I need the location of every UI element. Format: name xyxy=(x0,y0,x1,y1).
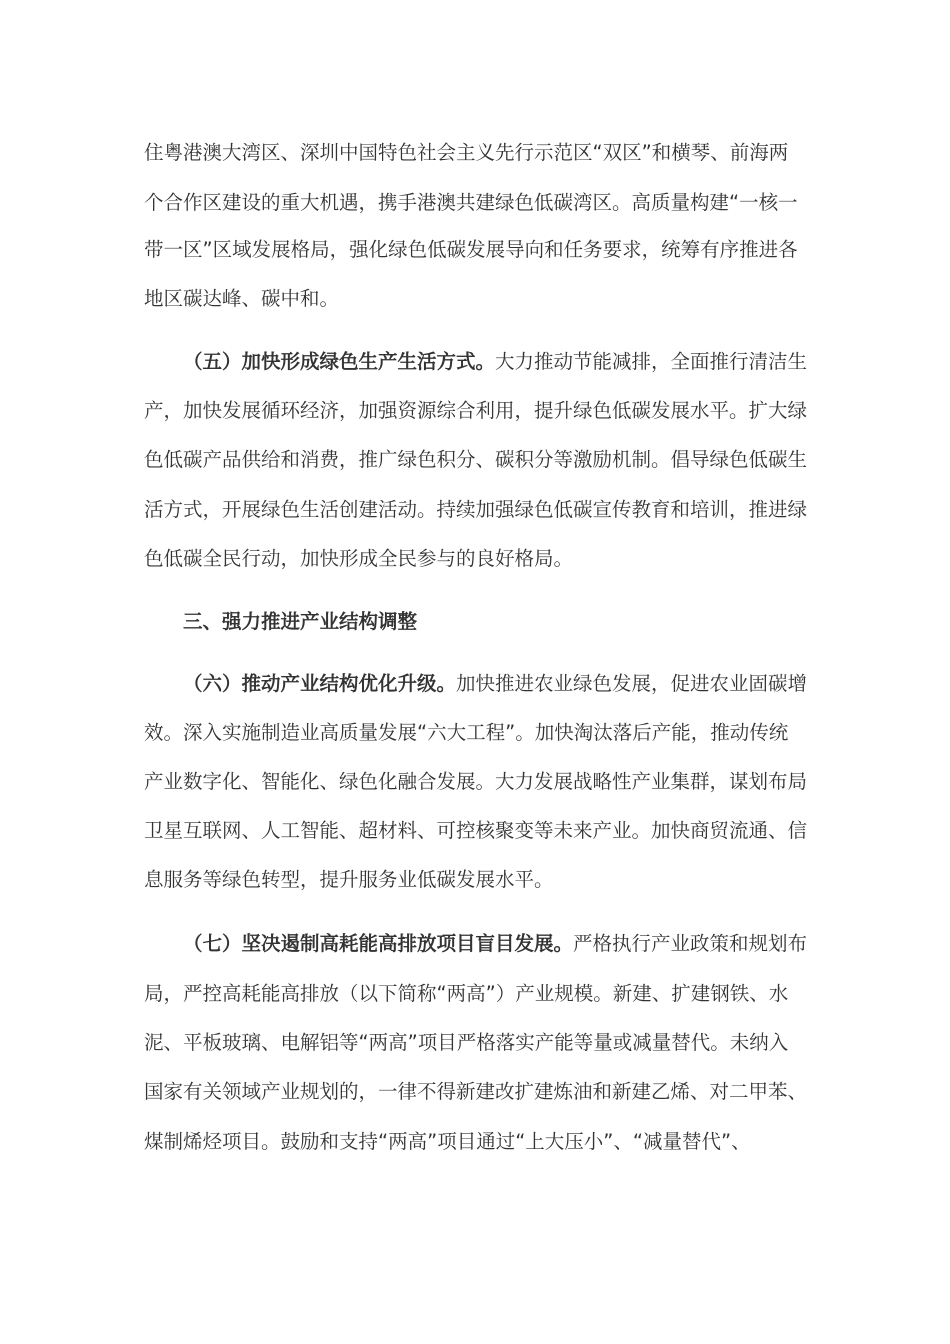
paragraph-line: 息服务等绿色转型，提升服务业低碳发展水平。 xyxy=(144,868,554,891)
paragraph-heading: （七）坚决遏制高耗能高排放项目盲目发展。 xyxy=(183,932,574,955)
paragraph-line: 效。深入实施制造业高质量发展“六大工程”。加快淘汰落后产能，推动传统 xyxy=(144,721,789,744)
paragraph-line: 产，加快发展循环经济，加强资源综合利用，提升绿色低碳发展水平。扩大绿 xyxy=(144,399,808,422)
paragraph-line: 国家有关领域产业规划的，一律不得新建改扩建炼油和新建乙烯、对二甲苯、 xyxy=(144,1080,808,1103)
paragraph-first-line xyxy=(183,930,824,958)
paragraph-line: 煤制烯烃项目。鼓励和支持“两高”项目通过“上大压小”、“减量替代”、 xyxy=(144,1130,751,1153)
paragraph-line: 局，严控高耗能高排放（以下简称“两高”）产业规模。新建、扩建钢铁、水 xyxy=(144,982,789,1005)
paragraph-first-line xyxy=(183,670,824,698)
paragraph-line: 泥、平板玻璃、电解铝等“两高”项目严格落实产能等量或减量替代。未纳入 xyxy=(144,1031,789,1054)
paragraph-first-line xyxy=(183,348,824,376)
paragraph-line: 卫星互联网、人工智能、超材料、可控核聚变等未来产业。加快商贸流通、信 xyxy=(144,819,808,842)
paragraph-text: 加快推进农业绿色发展，促进农业固碳增 xyxy=(456,672,808,695)
paragraph-line: 个合作区建设的重大机遇，携手港澳共建绿色低碳湾区。高质量构建“一核一 xyxy=(144,191,798,214)
paragraph-line: 活方式，开展绿色生活创建活动。持续加强绿色低碳宣传教育和培训，推进绿 xyxy=(144,498,808,521)
paragraph-text: 大力推动节能减排，全面推行清洁生 xyxy=(495,350,808,373)
paragraph-line: 色低碳产品供给和消费，推广绿色积分、碳积分等激励机制。倡导绿色低碳生 xyxy=(144,448,808,471)
paragraph-heading: （五）加快形成绿色生产生活方式。 xyxy=(183,350,496,373)
paragraph-heading: （六）推动产业结构优化升级。 xyxy=(183,672,457,695)
paragraph-line: 带一区”区域发展格局，强化绿色低碳发展导向和任务要求，统筹有序推进各 xyxy=(144,238,798,261)
paragraph-line: 产业数字化、智能化、绿色化融合发展。大力发展战略性产业集群，谋划布局 xyxy=(144,770,808,793)
paragraph-line: 色低碳全民行动，加快形成全民参与的良好格局。 xyxy=(144,547,574,570)
paragraph-line: 住粤港澳大湾区、深圳中国特色社会主义先行示范区“双区”和横琴、前海两 xyxy=(144,141,789,164)
paragraph-text: 严格执行产业政策和规划布 xyxy=(573,932,808,955)
paragraph-line: 地区碳达峰、碳中和。 xyxy=(144,287,340,310)
section-title: 三、强力推进产业结构调整 xyxy=(183,610,418,633)
